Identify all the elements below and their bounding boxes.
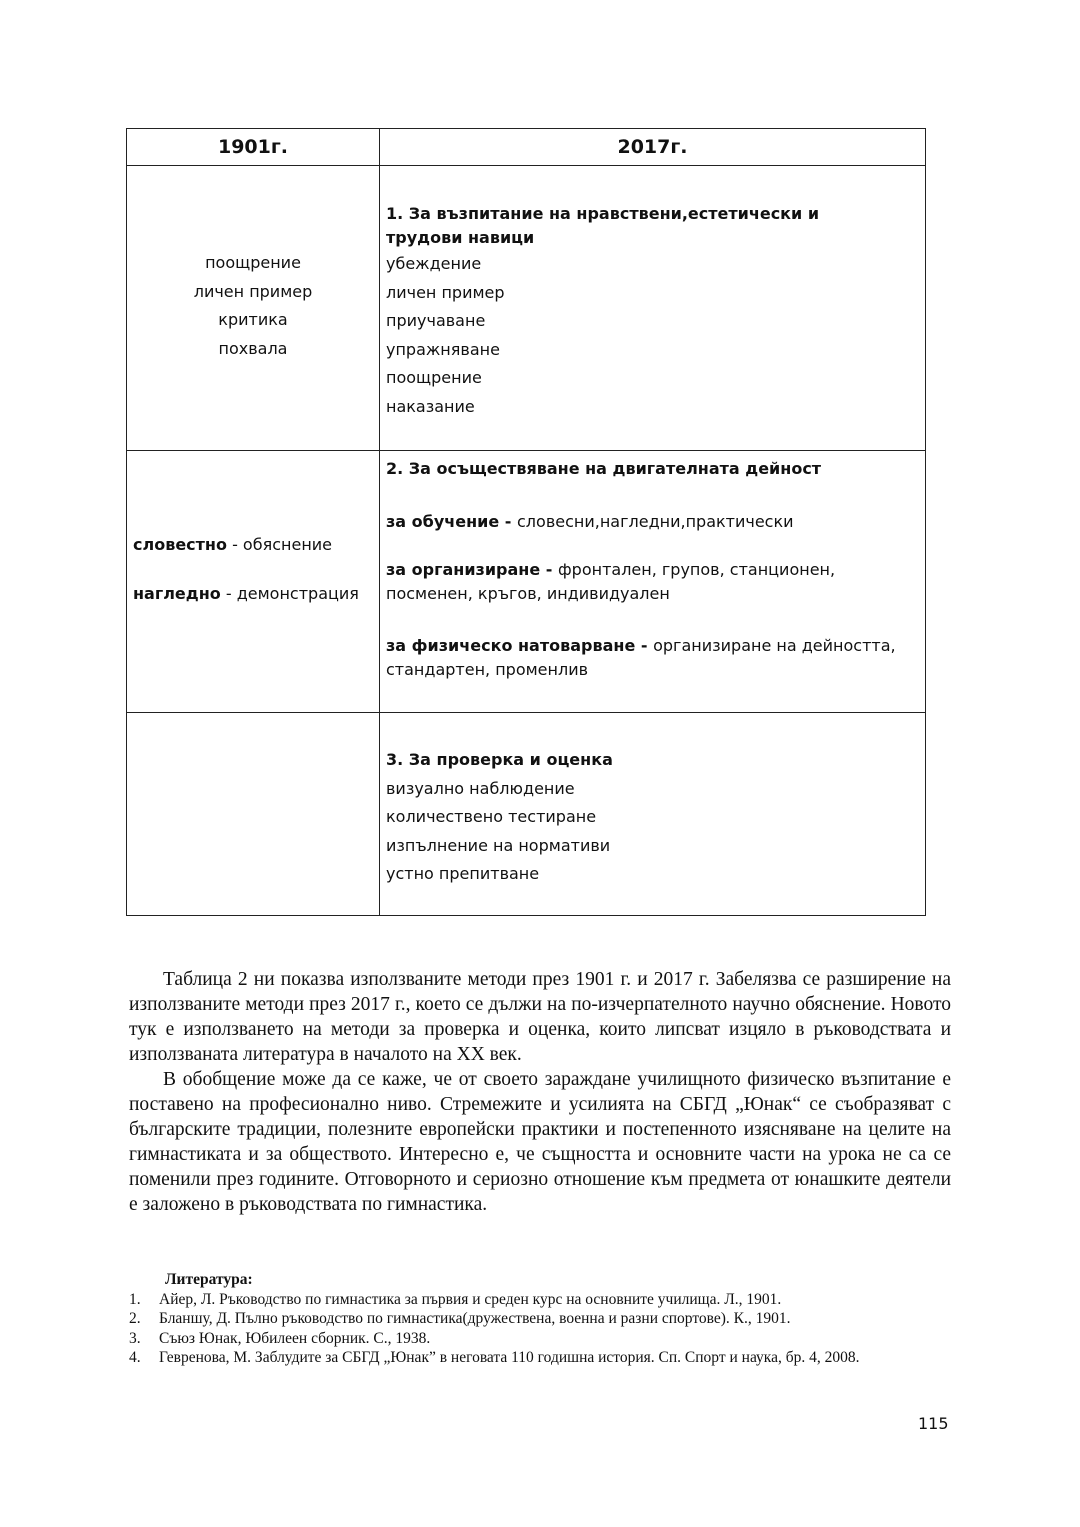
literature-section [129, 1270, 951, 1368]
row1-left-item: похвала [218, 338, 288, 358]
header-1901: 1901г. [127, 129, 380, 166]
row2-right-cell [380, 451, 926, 713]
row1-right-item: наказание [386, 396, 475, 416]
row1-right-item: поощрение [386, 368, 482, 387]
methods-table [126, 128, 926, 916]
paragraph-2: В обобщение може да се каже, че от своето зараждане училищното физическо възпитание е поставено на професионално ниво. Стремежите и усилията на СБГД „Юнак“ се съобразяват с българските традиции, полезните европейски практики и постепенното изясняване на целите на гимнастиката и за обществото. Интересно е, че същността и основните части на урока не са се поменили през годините. Отговорното и сериозно отношение към предмета от юнашките деятели е заложено в ръководствата по гимнастика. [129, 1069, 951, 1215]
paragraph-1: Таблица 2 ни показва използваните методи през 1901 г. и 2017 г. Забелязва се разширение на използваните методи през 2017 г., което се дължи на по-изчерпателното научно обяснение. Новото тук е използването на методи за проверка и оценка, които липсват изцяло в ръководствата и използваната литература в началото на XX век. [129, 969, 951, 1065]
row1-left-cell [127, 166, 380, 451]
literature-item: 4. Гевренова, М. Заблудите за СБГД „Юнак” в неговата 110 годишна история. Сп. Спорт и наука, бр. 4, 2008. [129, 1349, 860, 1366]
literature-title: Литература: [165, 1271, 253, 1288]
row3-right-item: количествено тестиране [386, 807, 597, 826]
page-number: 115 [918, 1414, 949, 1433]
body-text [129, 967, 951, 1217]
row1-right-item: убеждение [386, 254, 482, 273]
row3-section-title: 3. За проверка и оценка [386, 750, 613, 769]
row3-right-cell [380, 713, 926, 916]
row1-right-item: приучаване [386, 311, 486, 330]
row1-left-item: личен пример [193, 281, 313, 301]
row3-right-item: изпълнение на нормативи [386, 835, 611, 855]
row1-right-item: упражняване [386, 339, 500, 359]
row3-right-item: визуално наблюдение [386, 778, 575, 798]
literature-item: 3. Съюз Юнак, Юбилеен сборник. С., 1938. [129, 1329, 431, 1347]
row1-right-item: личен пример [386, 282, 505, 302]
row1-left-item: критика [218, 310, 288, 329]
row3-left-cell [127, 713, 380, 916]
row2-block: за организиране - фронтален, групов, станционен, посменен, кръгов, индивидуален [386, 560, 836, 603]
row2-section-title: 2. За осъществяване на двигателната дейност [386, 459, 822, 478]
row2-left-cell [127, 451, 380, 713]
row2-block: за обучение - словесни,нагледни,практически [386, 512, 794, 531]
row2-left-item: нагледно - демонстрация [133, 584, 359, 603]
row2-block: за физическо натоварване - организиране на дейността, стандартен, променлив [386, 636, 896, 679]
row1-right-cell [380, 166, 926, 451]
row3-right-item: устно препитване [386, 864, 540, 883]
row1-left-item: поощрение [205, 253, 301, 272]
literature-item: 2. Бланшу, Д. Пълно ръководство по гимнастика(дружествена, военна и разни спортове). К., 1901. [129, 1310, 791, 1327]
row1-section-title: 1. За възпитание на нравствени,естетически и трудови навици [386, 204, 820, 247]
header-2017: 2017г. [380, 129, 926, 166]
row2-left-item: словестно - обяснение [133, 535, 333, 554]
literature-item: 1. Айер, Л. Ръководство по гимнастика за първия и среден курс на основните училища. Л., 1901. [129, 1290, 782, 1308]
